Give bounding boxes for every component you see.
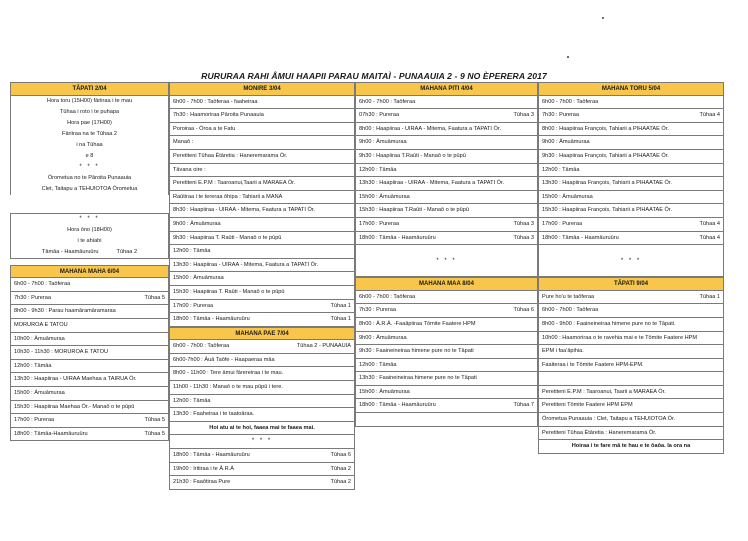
- activity-text: 9h30 : Haapiiraa T. Raūti - Manaō o te pūpū: [173, 234, 282, 241]
- group-text: Tūhaa 1: [330, 302, 351, 309]
- schedule-row: [10, 414, 169, 428]
- schedule-row: [10, 278, 169, 292]
- separator-stars: * * *: [10, 213, 169, 225]
- schedule-row: [169, 408, 355, 422]
- schedule-row: [538, 232, 724, 246]
- schedule-row: [169, 164, 355, 178]
- group-text: Tūhaa 2: [330, 479, 351, 486]
- schedule-row: [355, 332, 538, 346]
- schedule-row: [538, 345, 724, 359]
- schedule-row: [538, 218, 724, 232]
- schedule-row: [10, 360, 169, 374]
- schedule-row: [169, 354, 355, 368]
- column-piti-4: [355, 82, 538, 427]
- schedule-row: [169, 96, 355, 110]
- schedule-row: [169, 286, 355, 300]
- schedule-line: i na Tūhaa: [10, 140, 169, 151]
- activity-text: 18h00 : Tāmāa - Haamāuruūru: [359, 234, 436, 241]
- schedule-row: [355, 345, 538, 359]
- schedule-row: [538, 386, 724, 400]
- activity-text: 6h00 - 7h00 : Taōferaa - faaheiraa: [173, 98, 258, 105]
- schedule-line: Hora ōno (18H00): [10, 225, 169, 236]
- activity-text: 8h00 : Haapiiraa - UIRAA - Mitema, Faatura a TAPATI Ōr.: [359, 125, 501, 132]
- schedule-row: [355, 109, 538, 123]
- activity-text: 17h00 : Pureraa: [173, 302, 214, 309]
- schedule-line: Tūhaa i roto i te puhapa: [10, 107, 169, 118]
- schedule-row: [538, 191, 724, 205]
- day-header-pae-7: MAHANA PAE 7/04: [169, 327, 355, 341]
- schedule-row: [355, 136, 538, 150]
- schedule-row: [10, 292, 169, 306]
- schedule-row: [169, 191, 355, 205]
- activity-text: 10h30 - 11h30 : MORUROA E TATOU: [14, 349, 108, 356]
- schedule-row: [355, 304, 538, 318]
- schedule-row: [355, 218, 538, 232]
- activity-text: 18h00 : Tāmāa - Haamāuruūru: [359, 402, 436, 409]
- day-header-piti-4: MAHANA PITI 4/04: [355, 82, 538, 96]
- schedule-row: [538, 413, 724, 427]
- activity-text: 8h30 : Haapiiraa - UIRAA - Mitema, Faatura a TAPATI Ōr.: [173, 207, 315, 214]
- schedule-row: [169, 381, 355, 395]
- empty-row: [355, 413, 538, 427]
- group-text: Tūhaa 5: [144, 417, 165, 424]
- group-text: Tūhaa 6: [513, 307, 534, 314]
- schedule-row: [169, 367, 355, 381]
- day-header-monire-3: MONIRE 3/04: [169, 82, 355, 96]
- schedule-row: [169, 463, 355, 477]
- schedule-row: [538, 332, 724, 346]
- activity-text: 15h30 : Haapiiraa Maehaa Ōr.- Manaō o te pūpū: [14, 403, 135, 410]
- schedule-row: [355, 177, 538, 191]
- schedule-row: [169, 204, 355, 218]
- schedule-row: [538, 318, 724, 332]
- group-text: Tūhaa 7: [513, 402, 534, 409]
- activity-text: Pure ho'u te taōferaa: [542, 293, 595, 300]
- activity-text: 8h00 - 9h00 : Faaineineiraa himene pure no te Tāpati.: [542, 320, 676, 327]
- activity-text: 9h00 : Āmuāmuraa: [359, 334, 407, 341]
- separator-stars: * * *: [538, 245, 724, 277]
- schedule-line: Fāriiraa na te Tūhaa 2: [10, 129, 169, 140]
- schedule-row: [355, 191, 538, 205]
- day-header-toru-5: MAHANA TORU 5/04: [538, 82, 724, 96]
- activity-text: 10h00 : Āmuāmuraa: [14, 335, 65, 342]
- schedule-row: [169, 449, 355, 463]
- separator-stars: * * *: [10, 162, 169, 173]
- schedule-line: Ōrometua no te Pāroita Punaauia: [10, 173, 169, 184]
- activity-text: Tāmāa - Haamāuruūru: [41, 248, 99, 255]
- schedule-line: e 8: [10, 151, 169, 162]
- schedule-row: [538, 177, 724, 191]
- activity-text: 19h00 : Iritiraa i te Ā.R.Ā: [173, 465, 234, 472]
- activity-text: 6h00 - 7h00 : Taōferaa: [359, 293, 416, 300]
- activity-text: Peretiteni Tōmite Faatere HPM EPM: [542, 402, 633, 409]
- schedule-row: [355, 386, 538, 400]
- schedule-row: [169, 218, 355, 232]
- schedule-row: [355, 399, 538, 413]
- schedule-line: [10, 247, 169, 259]
- group-text: Tūhaa 3: [513, 112, 534, 119]
- activity-text: 13h30 : Faaheiraa i te taatoāraa.: [173, 411, 255, 418]
- schedule-line: Hora toru (15H00) fāriiraa i te mau: [10, 96, 169, 107]
- scan-speck: [567, 56, 569, 58]
- note-bold: Hoiraa i te fare mā te hau e te ōaōa. Ia ora na: [538, 440, 724, 454]
- activity-text: 18h00 : Tāmāa - Haamāuruūru: [173, 452, 250, 459]
- activity-text: 12h00 : Tāmāa: [173, 248, 211, 255]
- group-text: Tūhaa 4: [699, 220, 720, 227]
- schedule-row: [355, 204, 538, 218]
- schedule-row: [169, 232, 355, 246]
- column-monire-3: [169, 82, 355, 490]
- activity-text: 15h00 : Āmuāmuraa: [359, 193, 410, 200]
- day-header-maha-6: MAHANA MAHA 6/04: [10, 265, 169, 279]
- activity-text: 15h00 : Āmuāmuraa: [14, 389, 65, 396]
- schedule-row: [10, 373, 169, 387]
- activity-text: 9h00 : Āmuāmuraa: [542, 139, 590, 146]
- activity-text: 13h30 : Haapiiraa - UIRAA Maehaa a TAIRUA Ōr.: [14, 376, 137, 383]
- activity-text: 21h30 : Faaōtiraa Pure: [173, 479, 231, 486]
- separator-stars: * * *: [355, 245, 538, 277]
- schedule-row: [538, 164, 724, 178]
- activity-text: 6h00 - 7h00 : Taōferaa: [542, 307, 599, 314]
- schedule-row: [538, 427, 724, 441]
- activity-text: 07h30 : Pureraa: [359, 112, 400, 119]
- group-text: Tūhaa 3: [513, 234, 534, 241]
- activity-text: 9h30 : Haapiiraa François, Tahiarii a PIHAATAE Ōr.: [542, 152, 669, 159]
- group-text: Tūhaa 5: [144, 294, 165, 301]
- schedule-row: [169, 123, 355, 137]
- group-text: Tūhaa 2: [330, 465, 351, 472]
- activity-text: 8h00 - 9h30 : Parau haamāramāramaraa: [14, 308, 116, 315]
- group-text: Tūhaa 2: [116, 248, 138, 255]
- schedule-row: [10, 305, 169, 319]
- schedule-row: [355, 318, 538, 332]
- activity-text: 6h00 - 7h00 : Taōferaa: [14, 281, 71, 288]
- activity-text: 12h00 : Tāmāa: [173, 397, 211, 404]
- schedule-row: [538, 291, 724, 305]
- activity-text: Peretiteni Tūhaa Ētāretia : Haneremarama Ōr.: [173, 152, 288, 159]
- activity-text: 6h00-7h00 : Āuā Taōfe - Haapaeraa māa: [173, 356, 275, 363]
- separator-stars: * * *: [169, 435, 355, 449]
- group-text: Tūhaa 1: [330, 316, 351, 323]
- activity-text: 17h00 : Pureraa: [359, 220, 400, 227]
- schedule-row: [10, 401, 169, 415]
- activity-text: 13h30 : Faaineineiraa himene pure no te Tāpati: [359, 375, 477, 382]
- schedule-row: [169, 150, 355, 164]
- schedule-row: [355, 291, 538, 305]
- activity-text: 7h30 : Pureraa: [542, 112, 580, 119]
- activity-text: 10h00 : Haamoriraa o te ravehia mai e te Tōmite Faatere HPM: [542, 334, 698, 341]
- schedule-row: [169, 476, 355, 490]
- schedule-row: [169, 136, 355, 150]
- group-text: Tūhaa 2 - PUNAAUIA: [296, 343, 351, 350]
- activity-text: 12h00 : Tāmāa: [14, 362, 52, 369]
- schedule-row: [169, 395, 355, 409]
- schedule-row: [355, 372, 538, 386]
- schedule-row: [355, 150, 538, 164]
- schedule-row: [355, 359, 538, 373]
- activity-text: 17h00 : Pureraa: [542, 220, 583, 227]
- schedule-row: [169, 109, 355, 123]
- activity-text: 15h30 : Haapiiraa T.Raūti - Manaō o te pūpū: [359, 207, 469, 214]
- group-text: Tūhaa 1: [699, 293, 720, 300]
- activity-text: 8h00 - 11h00 : Tere āmui fārereiraa i te mau.: [173, 370, 284, 377]
- schedule-row: [538, 109, 724, 123]
- activity-text: EPM i faa'āpihia.: [542, 348, 584, 355]
- day-header-tapati-9: TĀPATI 9/04: [538, 277, 724, 291]
- activity-text: 6h00 - 7h00 : Taōferaa: [542, 98, 599, 105]
- schedule-row: [538, 204, 724, 218]
- activity-text: Tāvana oire :: [173, 166, 206, 173]
- schedule-row: [355, 164, 538, 178]
- schedule-row: [10, 346, 169, 360]
- group-text: Tūhaa 5: [144, 430, 165, 437]
- schedule-row: [538, 372, 724, 386]
- schedule-row: [169, 259, 355, 273]
- activity-text: 18h00 : Tāmāa - Haamāuruūru: [542, 234, 619, 241]
- activity-text: 13h30 : Haapiiraa François, Tahiarii a PIHAATAE Ōr.: [542, 180, 672, 187]
- activity-text: 15h00 : Āmuāmuraa: [359, 388, 410, 395]
- schedule-row: [538, 359, 724, 373]
- activity-text: 7h30 : Pureraa: [359, 307, 397, 314]
- schedule-row: [169, 245, 355, 259]
- activity-text: 15h00 : Āmuāmuraa: [542, 193, 593, 200]
- activity-text: Peretiteni E.P.M : Taaroanui,Taarii a MARAEA Ōr.: [173, 180, 296, 187]
- schedule-line: i te ahiahi: [10, 236, 169, 247]
- schedule-line: Clet, Taitapu a TEHUIOTOA Ōrometua: [10, 184, 169, 195]
- activity-text: 18h00 : Tāmāa-Haamāuruūru: [14, 430, 88, 437]
- schedule-row: [169, 272, 355, 286]
- column-toru-5: [538, 82, 724, 454]
- activity-text: Raūtiraa i te tereraa ōhipa : Tahiarii a MANA: [173, 193, 283, 200]
- schedule-row: [10, 319, 169, 333]
- schedule-row: [169, 177, 355, 191]
- group-text: Tūhaa 6: [330, 452, 351, 459]
- activity-text: 7h30 : Haamoriraa Pāroita Punaauia: [173, 112, 264, 119]
- activity-text: 9h00 : Āmuāmuraa: [173, 220, 221, 227]
- activity-text: 15h30 : Haapiiraa François, Tahiarii a PIHAATAE Ōr.: [542, 207, 672, 214]
- activity-text: 11h00 - 11h30 : Manaō o te mau pūpū i tere.: [173, 384, 283, 391]
- column-tapati-2: [10, 82, 169, 441]
- activity-text: Faaiteraa i te Tōmite Faatere HPM-EPM.: [542, 361, 644, 368]
- activity-text: Peretiteni Tūhaa Ētāretia : Haneremarama Ōr.: [542, 429, 657, 436]
- activity-text: Manaō :: [173, 139, 194, 146]
- activity-text: MORUROA E TATOU: [14, 321, 68, 328]
- activity-text: 6h00 - 7h00 : Taōferaa: [173, 343, 230, 350]
- page-title: RURURAA RAHI ÂMUI HAAPII PARAU MAITAÌ - PUNAAUIA 2 - 9 NO ÈPERERA 2017: [201, 71, 547, 81]
- activity-text: 9h00 : Āmuāmuraa: [359, 139, 407, 146]
- activity-text: 18h00 : Tāmāa - Haamāuruūru: [173, 316, 250, 323]
- schedule-row: [538, 150, 724, 164]
- schedule-row: [538, 399, 724, 413]
- activity-text: Peretiteni E.P.M : Taaroanui, Taarii a MARAEA Ōr.: [542, 388, 666, 395]
- schedule-row: [169, 300, 355, 314]
- schedule-row: [355, 123, 538, 137]
- schedule-line: Hora pae (17H00): [10, 118, 169, 129]
- activity-text: 15h00 : Āmuāmuraa: [173, 275, 224, 282]
- schedule-row: [538, 304, 724, 318]
- activity-text: Poroiraa - Ōroa a te Fatu: [173, 125, 236, 132]
- schedule-row: [10, 333, 169, 347]
- day-header-maa-8: MAHANA MAA 8/04: [355, 277, 538, 291]
- activity-text: 13h30 : Haapiiraa - UIRAA - Mitema, Faatura a TAPATI Ōr.: [173, 261, 319, 268]
- activity-text: 9h30 : Haapiiraa T.Raūti - Manaō o te pūpū: [359, 152, 466, 159]
- activity-text: 9h30 : Faaineineiraa himene pure no te Tāpati: [359, 348, 474, 355]
- activity-text: 17h00 : Pureraa: [14, 417, 55, 424]
- activity-text: Ōrometua Punaauia : Clet, Taitapu a TEHUIOTOA Ōr.: [542, 416, 676, 423]
- schedule-row: [10, 428, 169, 442]
- scan-speck: [602, 17, 604, 19]
- group-text: Tūhaa 4: [699, 234, 720, 241]
- schedule-row: [355, 96, 538, 110]
- activity-text: 12h00 : Tāmāa: [542, 166, 580, 173]
- schedule-row: [169, 313, 355, 327]
- schedule-row: [355, 232, 538, 246]
- schedule-row: [538, 96, 724, 110]
- schedule-row: [169, 340, 355, 354]
- group-text: Tūhaa 4: [699, 112, 720, 119]
- activity-text: 7h30 : Pureraa: [14, 294, 52, 301]
- activity-text: 15h30 : Haapiiraa T. Raūti - Manaō o te pūpū: [173, 288, 285, 295]
- activity-text: 12h00 : Tāmāa: [359, 166, 397, 173]
- note-bold: Hoi atu ai te hoi, faaea mai te faaea mai.: [169, 422, 355, 436]
- day-header-tapati-2: TĀPATI 2/04: [10, 82, 169, 96]
- activity-text: 12h00 : Tāmāa: [359, 361, 397, 368]
- schedule-row: [538, 136, 724, 150]
- activity-text: 13h30 : Haapiiraa - UIRAA - Mitema, Faatura a TAPATI Ōr.: [359, 180, 505, 187]
- activity-text: 8h00 : Haapiiraa François, Tahiarii a PIHAATAE Ōr.: [542, 125, 669, 132]
- activity-text: 6h00 - 7h00 : Taōferaa: [359, 98, 416, 105]
- group-text: Tūhaa 3: [513, 220, 534, 227]
- schedule-row: [538, 123, 724, 137]
- schedule-row: [10, 387, 169, 401]
- activity-text: 8h00 : Ā.R.Ā. -Faaāpiiraa Tōmite Faatere HPM: [359, 320, 476, 327]
